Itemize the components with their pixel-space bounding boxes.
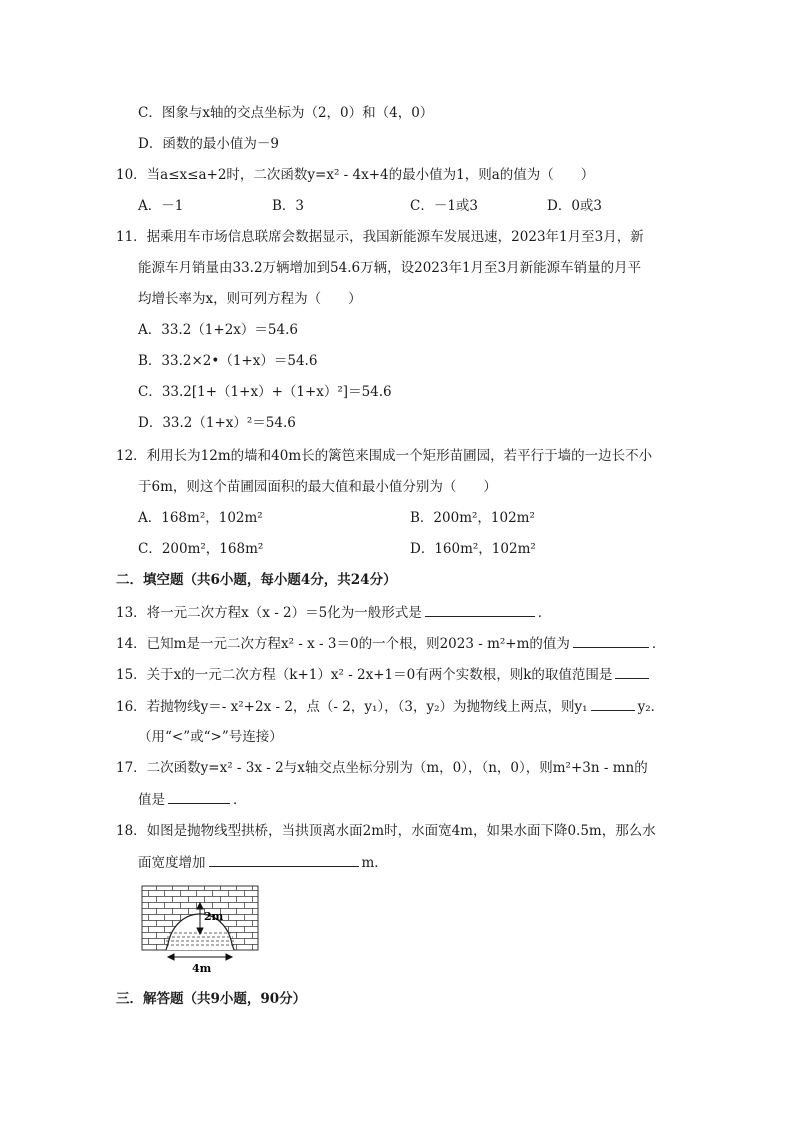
q16-end: y₂．: [637, 699, 665, 715]
q18-answer-blank[interactable]: [209, 853, 359, 867]
section-3-heading: 三．解答题（共9小题，90分）: [116, 991, 307, 1007]
arch-bridge-figure: [140, 884, 260, 976]
q10-stem: 10．当a≤x≤a+2时，二次函数y=x² - 4x+4的最小值为1，则a的值为（ ）: [116, 167, 595, 183]
q17-line2: [138, 790, 247, 809]
q11-option-d: D．33.2（1+x）²＝54.6: [138, 415, 296, 431]
height-label: 2m: [204, 910, 224, 923]
q15-text: 15．关于x的一元二次方程（k+1）x² - 2x+1＝0有两个实数根，则k的取值范围是: [116, 667, 613, 683]
width-label: 4m: [192, 962, 212, 975]
section-2-heading: 二．填空题（共6小题，每小题4分，共24分）: [116, 572, 397, 588]
q13-text: 13．将一元二次方程x（x - 2）＝5化为一般形式是: [116, 605, 422, 621]
width-arrow: [168, 954, 232, 960]
q13-answer-blank[interactable]: [425, 603, 535, 617]
q18-text: 面宽度增加: [138, 855, 206, 871]
q10-option-c: C．－1或3: [410, 198, 479, 214]
q18-line2: [138, 853, 388, 872]
q11-option-b: B．33.2×2•（1+x）＝54.6: [138, 353, 318, 369]
q11-stem-line2: 能源车月销量由33.2万辆增加到54.6万辆，设2023年1月至3月新能源车销量的月平: [138, 260, 642, 276]
q17-answer-blank[interactable]: [168, 790, 230, 804]
q14-text: 14．已知m是一元二次方程x² - x - 3＝0的一个根，则2023 - m²+m的值为: [116, 636, 570, 652]
q10-option-b: B．3: [272, 198, 305, 214]
q12-stem-line1: 12．利用长为12m的墙和40m长的篱笆来围成一个矩形苗圃园，若平行于墙的一边长不小: [116, 448, 653, 464]
q10-option-d: D．0或3: [547, 198, 603, 214]
q18-end: m．: [361, 855, 388, 871]
q14-line: [116, 634, 665, 653]
q15-line: [116, 665, 649, 684]
q11-stem-line1: 11．据乘用车市场信息联席会数据显示，我国新能源车发展迅速，2023年1月至3月，新: [116, 229, 644, 245]
q13-line: [116, 603, 551, 622]
q14-end: ．: [651, 636, 666, 652]
q11-option-c: C．33.2[1+（1+x）+（1+x）²]＝54.6: [138, 384, 392, 400]
q11-stem-line3: 均增长率为x，则可列方程为（ ）: [138, 291, 362, 307]
q12-option-c: C．200m²，168m²: [138, 541, 264, 557]
q12-stem-line2: 于6m，则这个苗圃园面积的最大值和最小值分别为（ ）: [138, 479, 497, 495]
q18-line1: 18．如图是抛物线型拱桥，当拱顶离水面2m时，水面宽4m，如果水面下降0.5m，那么水: [116, 823, 656, 839]
q9-option-c: C．图象与x轴的交点坐标为（2，0）和（4，0）: [138, 105, 434, 121]
q15-answer-blank[interactable]: [615, 665, 649, 679]
q11-option-a: A．33.2（1+2x）＝54.6: [138, 322, 298, 338]
q14-answer-blank[interactable]: [573, 634, 649, 648]
q13-end: ．: [537, 605, 552, 621]
q17-text: 值是: [138, 792, 165, 808]
q12-option-a: A．168m²，102m²: [138, 510, 263, 526]
q9-option-d: D．函数的最小值为－9: [138, 136, 279, 152]
q16-answer-blank[interactable]: [591, 697, 635, 711]
q12-option-b: B．200m²，102m²: [410, 510, 535, 526]
q10-option-a: A．－1: [138, 198, 184, 214]
q16-text: 16．若抛物线y＝- x²+2x - 2，点（- 2，y₁），（3，y₂）为抛物线上两点，则y₁: [116, 699, 588, 715]
q12-option-d: D．160m²，102m²: [410, 541, 536, 557]
q17-line1: 17．二次函数y=x² - 3x - 2与x轴交点坐标分别为（m，0），（n，0），则m²+3n - mn的: [116, 760, 648, 776]
q17-end: ．: [233, 792, 247, 808]
q16-line1: [116, 697, 664, 716]
q16-line2: （用“<”或“>”号连接）: [138, 729, 283, 745]
arch-bridge-svg: [140, 884, 260, 976]
